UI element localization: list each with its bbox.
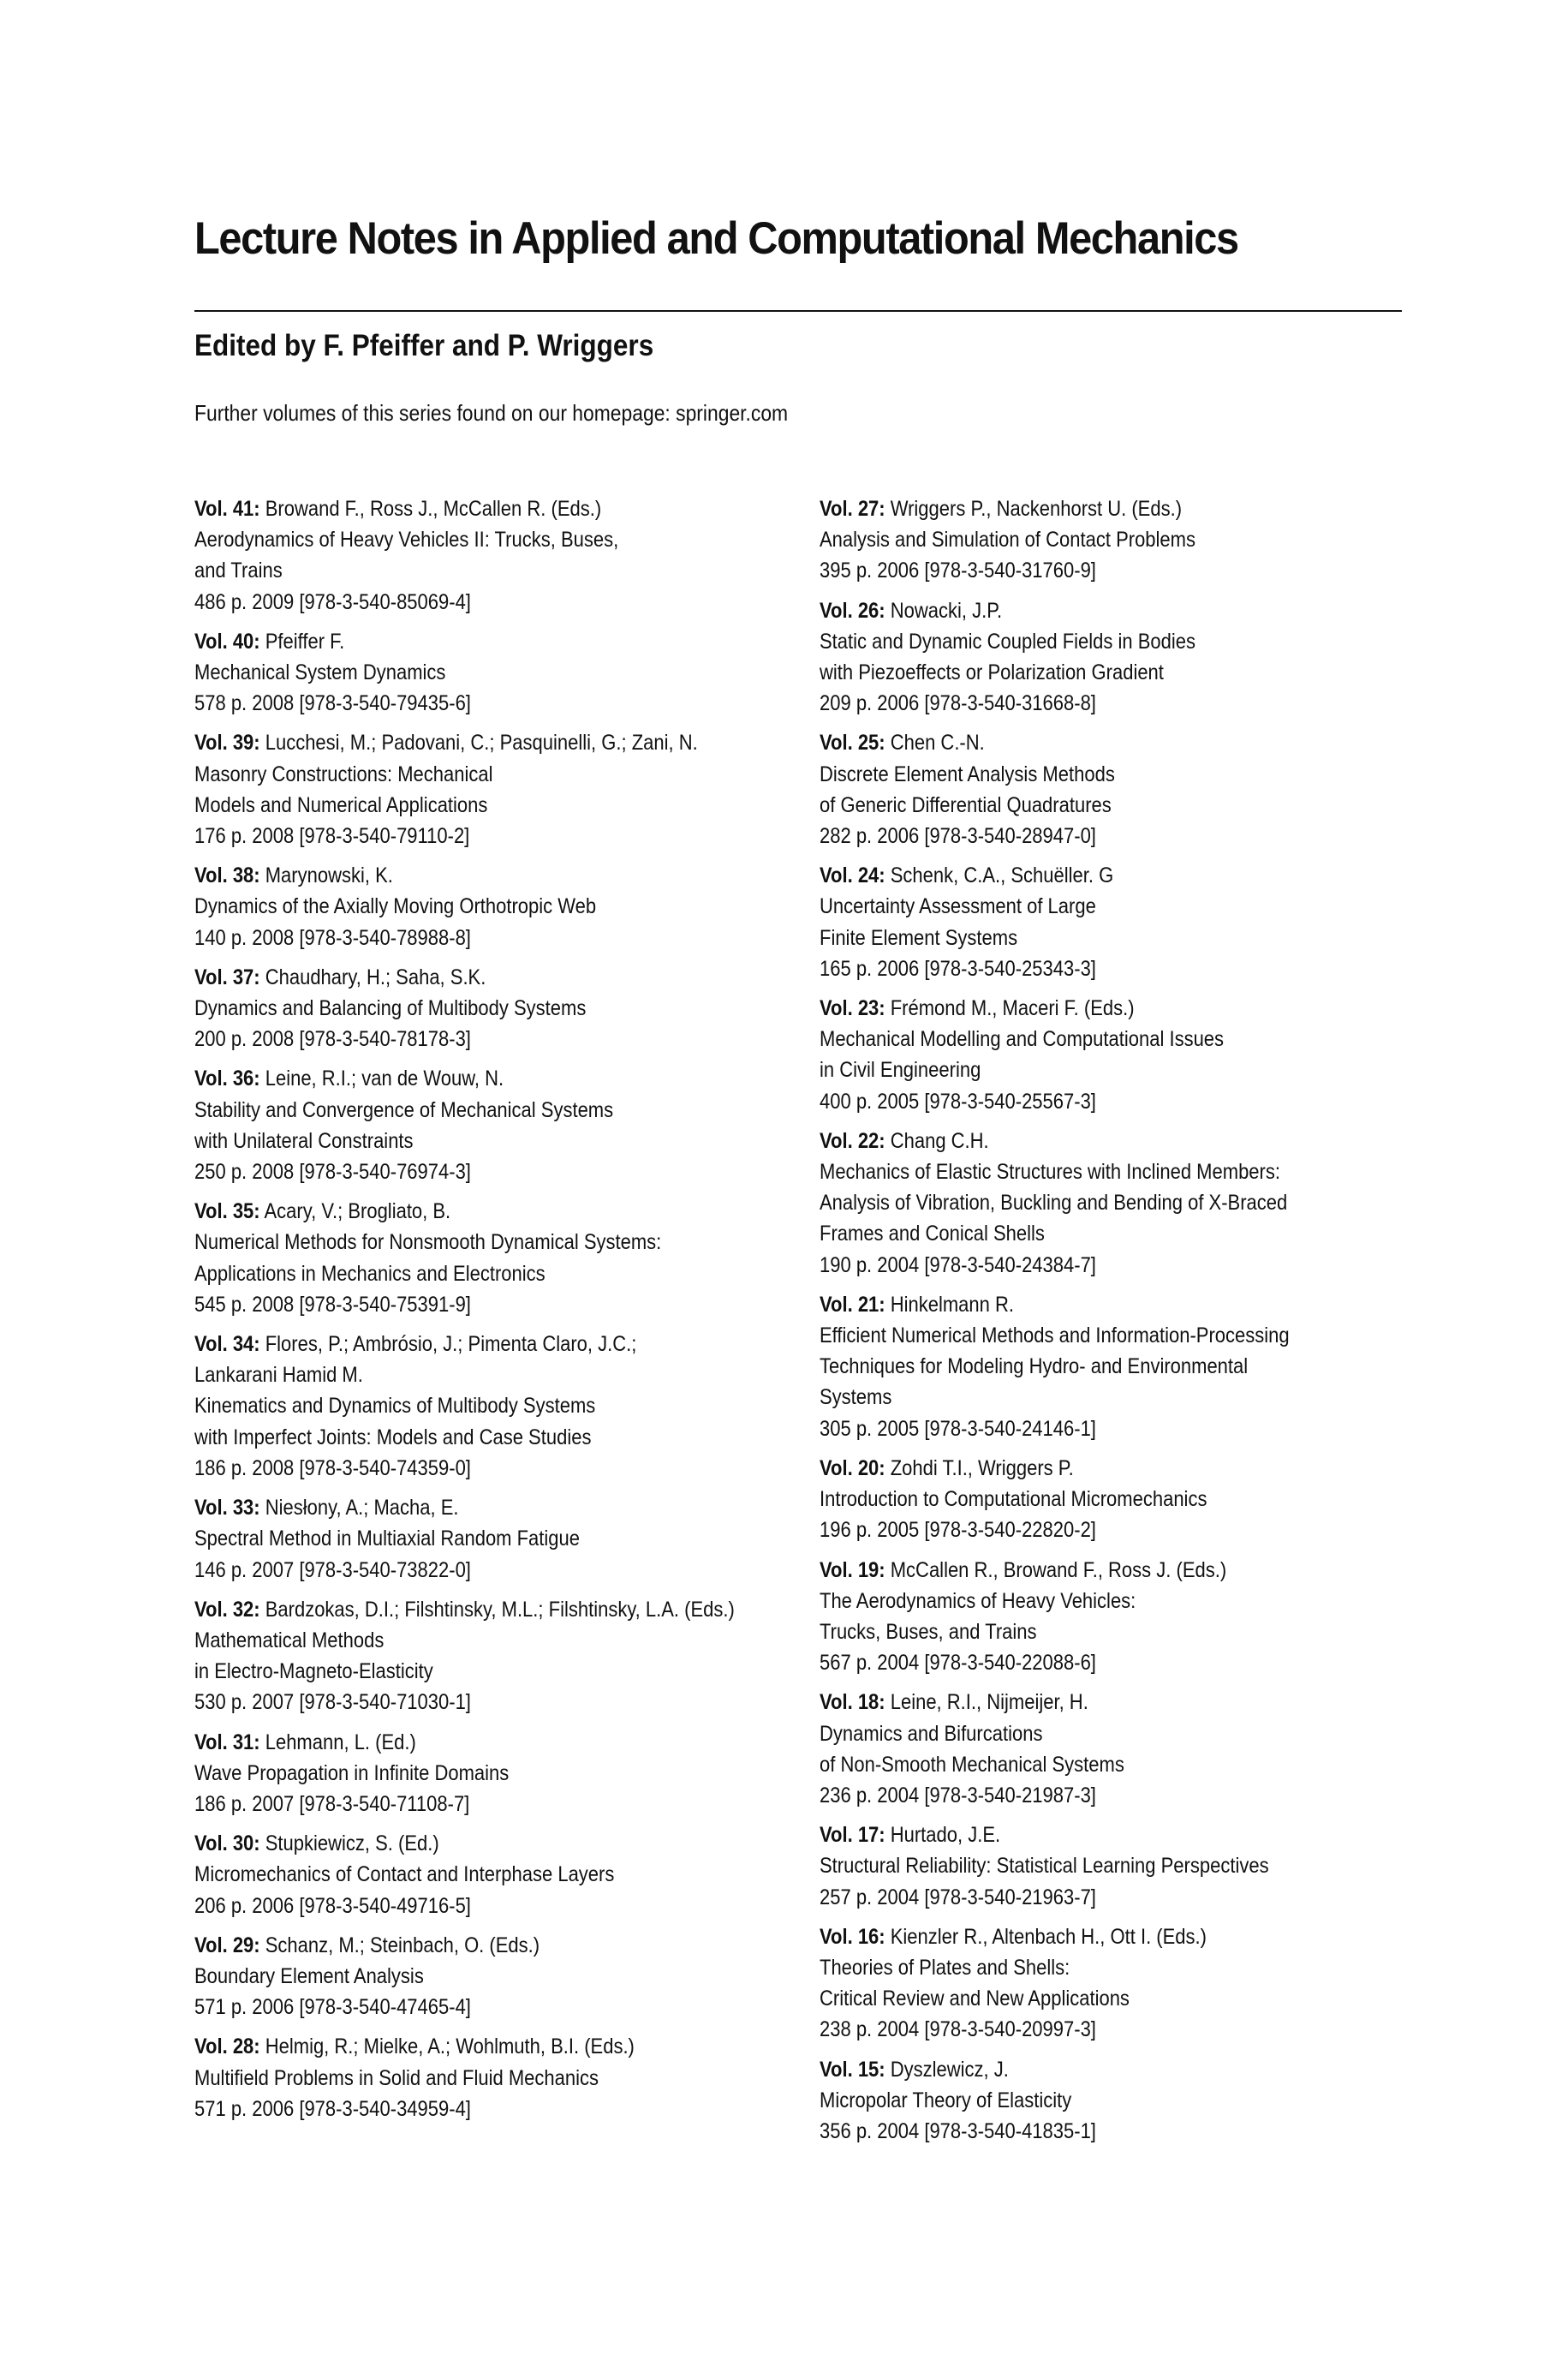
- volume-detail-line: The Aerodynamics of Heavy Vehicles:: [820, 1588, 1136, 1613]
- volume-detail-line: Analysis and Simulation of Contact Problems: [820, 528, 1195, 553]
- volume-number: Vol. 28:: [194, 2034, 260, 2059]
- volume-authors: Hurtado, J.E.: [885, 1823, 1001, 1848]
- volume-authors: Zohdi T.I., Wriggers P.: [885, 1455, 1074, 1480]
- volume-detail-line: in Civil Engineering: [820, 1058, 981, 1083]
- volume-detail-line: Aerodynamics of Heavy Vehicles II: Trucks, Buses,: [194, 528, 619, 553]
- volume-detail-line: Uncertainty Assessment of Large: [820, 894, 1096, 919]
- volume-heading: [194, 1828, 737, 1859]
- volume-authors: Flores, P.; Ambrósio, J.; Pimenta Claro, J.C.;: [259, 1332, 637, 1357]
- volume-entry: [194, 1727, 737, 1820]
- volume-authors: Schanz, M.; Steinbach, O. (Eds.): [259, 1933, 540, 1957]
- volume-heading: [820, 595, 1362, 626]
- volume-detail-line: 176 p. 2008 [978-3-540-79110-2]: [194, 824, 470, 849]
- volume-entry: [820, 1555, 1362, 1679]
- volume-entry: [194, 493, 737, 618]
- volume-number: Vol. 26:: [820, 598, 885, 623]
- volume-detail-line: Dynamics and Bifurcations: [820, 1721, 1043, 1746]
- volume-detail-line: in Electro-Magneto-Elasticity: [194, 1659, 433, 1684]
- volume-detail-line: Micropolar Theory of Elasticity: [820, 2088, 1072, 2112]
- volume-detail-line: 190 p. 2004 [978-3-540-24384-7]: [820, 1252, 1096, 1277]
- volume-detail-line: Mathematical Methods: [194, 1628, 385, 1652]
- volume-authors: Hinkelmann R.: [885, 1292, 1015, 1317]
- volume-number: Vol. 21:: [820, 1292, 885, 1317]
- volume-entry: [194, 727, 737, 851]
- volume-detail-line: Frames and Conical Shells: [820, 1222, 1045, 1246]
- volume-entry: [194, 1828, 737, 1921]
- volume-entry: [820, 2054, 1362, 2148]
- volume-number: Vol. 30:: [194, 1831, 260, 1856]
- volume-heading: [194, 493, 737, 524]
- volume-number: Vol. 37:: [194, 965, 260, 989]
- volume-detail-line: Structural Reliability: Statistical Learning Perspectives: [820, 1854, 1269, 1879]
- volume-entry: [194, 1594, 737, 1718]
- volume-detail-line: Multifield Problems in Solid and Fluid Mechanics: [194, 2065, 599, 2090]
- volume-number: Vol. 24:: [820, 863, 885, 888]
- volume-heading: [194, 1594, 737, 1625]
- volume-detail-line: Dynamics and Balancing of Multibody Systems: [194, 996, 587, 1021]
- volume-detail-line: Models and Numerical Applications: [194, 792, 488, 817]
- volume-heading: [820, 860, 1362, 891]
- volume-detail-line: 578 p. 2008 [978-3-540-79435-6]: [194, 691, 471, 716]
- volume-detail-line: 571 p. 2006 [978-3-540-34959-4]: [194, 2096, 471, 2121]
- volume-number: Vol. 40:: [194, 629, 260, 654]
- volume-detail-line: Masonry Constructions: Mechanical: [194, 762, 493, 786]
- volume-authors: Acary, V.; Brogliato, B.: [259, 1199, 451, 1224]
- volume-entry: [820, 860, 1362, 984]
- volume-detail-line: 200 p. 2008 [978-3-540-78178-3]: [194, 1027, 471, 1052]
- volume-detail-line: 238 p. 2004 [978-3-540-20997-3]: [820, 2017, 1096, 2042]
- volume-entry: [820, 493, 1362, 587]
- volume-entry: [194, 1930, 737, 2023]
- volume-authors: McCallen R., Browand F., Ross J. (Eds.): [885, 1557, 1227, 1582]
- volume-detail-line: Mechanical System Dynamics: [194, 660, 446, 685]
- volume-detail-line: Boundary Element Analysis: [194, 1963, 424, 1988]
- volume-heading: [820, 493, 1362, 524]
- volume-authors: Browand F., Ross J., McCallen R. (Eds.): [259, 497, 602, 521]
- right-volume-column: [820, 493, 1436, 2155]
- volume-authors: Leine, R.I.; van de Wouw, N.: [259, 1067, 504, 1091]
- volume-authors: Lehmann, L. (Ed.): [259, 1730, 416, 1754]
- volume-entry: [194, 2031, 737, 2124]
- volume-entry: [820, 595, 1362, 720]
- volume-heading: [820, 1819, 1362, 1850]
- volume-number: Vol. 35:: [194, 1199, 260, 1224]
- volume-entry: [820, 1687, 1362, 1811]
- volume-authors: Bardzokas, D.I.; Filshtinsky, M.L.; Filshtinsky, L.A. (Eds.): [259, 1597, 735, 1622]
- volume-detail-line: 186 p. 2008 [978-3-540-74359-0]: [194, 1455, 471, 1480]
- volume-entry: [194, 962, 737, 1055]
- volume-detail-line: 146 p. 2007 [978-3-540-73822-0]: [194, 1557, 471, 1582]
- volume-authors: Dyszlewicz, J.: [885, 2057, 1009, 2082]
- volume-entry: [194, 626, 737, 720]
- volume-detail-line: Static and Dynamic Coupled Fields in Bodies: [820, 629, 1196, 654]
- volume-detail-line: Stability and Convergence of Mechanical Systems: [194, 1097, 614, 1122]
- volume-detail-line: 257 p. 2004 [978-3-540-21963-7]: [820, 1885, 1096, 1909]
- volume-detail-line: 236 p. 2004 [978-3-540-21987-3]: [820, 1783, 1096, 1807]
- volume-number: Vol. 22:: [820, 1128, 885, 1153]
- volume-detail-line: 356 p. 2004 [978-3-540-41835-1]: [820, 2118, 1096, 2143]
- volume-detail-line: 395 p. 2006 [978-3-540-31760-9]: [820, 559, 1096, 583]
- volume-heading: [194, 1329, 737, 1359]
- volume-detail-line: 305 p. 2005 [978-3-540-24146-1]: [820, 1416, 1096, 1441]
- volume-detail-line: Theories of Plates and Shells:: [820, 1955, 1070, 1980]
- volume-heading: [820, 1921, 1362, 1952]
- volume-detail-line: and Trains: [194, 559, 283, 583]
- volume-detail-line: 545 p. 2008 [978-3-540-75391-9]: [194, 1292, 471, 1317]
- volume-authors: Marynowski, K.: [259, 863, 393, 888]
- volume-authors: Helmig, R.; Mielke, A.; Wohlmuth, B.I. (Eds.): [259, 2034, 635, 2059]
- volume-detail-line: Spectral Method in Multiaxial Random Fatigue: [194, 1527, 581, 1551]
- volume-number: Vol. 31:: [194, 1730, 260, 1754]
- volume-heading: [820, 993, 1362, 1024]
- volume-authors: Leine, R.I., Nijmeijer, H.: [885, 1690, 1088, 1715]
- editors-line: Edited by F. Pfeiffer and P. Wriggers: [194, 329, 654, 362]
- volume-number: Vol. 20:: [820, 1455, 885, 1480]
- volume-number: Vol. 19:: [820, 1557, 885, 1582]
- volume-authors: Wriggers P., Nackenhorst U. (Eds.): [885, 497, 1183, 521]
- volume-detail-line: 486 p. 2009 [978-3-540-85069-4]: [194, 589, 471, 614]
- volume-number: Vol. 34:: [194, 1332, 260, 1357]
- volume-entry: [194, 1196, 737, 1320]
- volume-heading: [194, 1196, 737, 1227]
- volume-authors: Frémond M., Maceri F. (Eds.): [885, 996, 1135, 1021]
- volume-detail-line: Applications in Mechanics and Electronics: [194, 1261, 546, 1286]
- volume-heading: [194, 860, 737, 891]
- volume-entry: [820, 1819, 1362, 1913]
- volume-entry: [820, 1289, 1362, 1444]
- volume-number: Vol. 39:: [194, 731, 260, 756]
- volume-entry: [820, 727, 1362, 851]
- volume-heading: [194, 1492, 737, 1523]
- volume-detail-line: Techniques for Modeling Hydro- and Environmental: [820, 1354, 1249, 1379]
- volume-number: Vol. 41:: [194, 497, 260, 521]
- volume-number: Vol. 17:: [820, 1823, 885, 1848]
- volume-detail-line: of Non-Smooth Mechanical Systems: [820, 1752, 1124, 1777]
- volume-number: Vol. 23:: [820, 996, 885, 1021]
- volume-heading: [820, 1687, 1362, 1718]
- volume-entry: [194, 860, 737, 953]
- volume-detail-line: Numerical Methods for Nonsmooth Dynamical Systems:: [194, 1230, 662, 1255]
- volume-number: Vol. 25:: [820, 731, 885, 756]
- volume-number: Vol. 36:: [194, 1067, 260, 1091]
- volume-number: Vol. 29:: [194, 1933, 260, 1957]
- volume-detail-line: 140 p. 2008 [978-3-540-78988-8]: [194, 925, 471, 950]
- volume-entry: [820, 1126, 1362, 1281]
- volume-detail-line: Trucks, Buses, and Trains: [820, 1619, 1037, 1644]
- volume-authors: Pfeiffer F.: [259, 629, 345, 654]
- volume-heading: [194, 626, 737, 657]
- volume-heading: [194, 1930, 737, 1961]
- volume-entry: [194, 1329, 737, 1484]
- volume-detail-line: 209 p. 2006 [978-3-540-31668-8]: [820, 691, 1096, 716]
- volume-detail-line: 400 p. 2005 [978-3-540-25567-3]: [820, 1089, 1096, 1114]
- volume-detail-line: Mechanics of Elastic Structures with Inclined Members:: [820, 1160, 1280, 1185]
- volume-detail-line: 250 p. 2008 [978-3-540-76974-3]: [194, 1160, 471, 1185]
- volume-detail-line: Introduction to Computational Micromechanics: [820, 1487, 1207, 1512]
- volume-detail-line: Mechanical Modelling and Computational Issues: [820, 1027, 1225, 1052]
- volume-authors: Stupkiewicz, S. (Ed.): [259, 1831, 439, 1856]
- left-volume-column: [194, 493, 811, 2133]
- volume-detail-line: Micromechanics of Contact and Interphase Layers: [194, 1862, 615, 1887]
- homepage-note: Further volumes of this series found on our homepage: springer.com: [194, 400, 789, 426]
- volume-entry: [194, 1492, 737, 1586]
- volume-number: Vol. 32:: [194, 1597, 260, 1622]
- volume-number: Vol. 38:: [194, 863, 260, 888]
- volume-detail-line: Discrete Element Analysis Methods: [820, 762, 1115, 786]
- volume-detail-line: Critical Review and New Applications: [820, 1987, 1130, 2011]
- volume-heading: [194, 1727, 737, 1758]
- volume-detail-line: 530 p. 2007 [978-3-540-71030-1]: [194, 1690, 471, 1715]
- volume-detail-line: Dynamics of the Axially Moving Orthotropic Web: [194, 894, 597, 919]
- volume-detail-line: 165 p. 2006 [978-3-540-25343-3]: [820, 956, 1096, 981]
- volume-heading: [194, 1063, 737, 1094]
- volume-authors: Lucchesi, M.; Padovani, C.; Pasquinelli, G.; Zani, N.: [259, 731, 698, 756]
- volume-number: Vol. 18:: [820, 1690, 885, 1715]
- volume-heading: [194, 962, 737, 993]
- volume-detail-line: 567 p. 2004 [978-3-540-22088-6]: [820, 1651, 1096, 1676]
- volume-detail-line: with Imperfect Joints: Models and Case Studies: [194, 1425, 592, 1449]
- volume-detail-line: Kinematics and Dynamics of Multibody Systems: [194, 1394, 596, 1419]
- volume-number: Vol. 16:: [820, 1924, 885, 1949]
- volume-detail-line: Efficient Numerical Methods and Information-Processing: [820, 1323, 1290, 1348]
- volume-authors: Chen C.-N.: [885, 731, 985, 756]
- volume-detail-line: 196 p. 2005 [978-3-540-22820-2]: [820, 1518, 1096, 1543]
- volume-entry: [820, 1921, 1362, 2046]
- volume-detail-line: 571 p. 2006 [978-3-540-47465-4]: [194, 1995, 471, 2020]
- volume-detail-line: Lankarani Hamid M.: [194, 1363, 363, 1388]
- volume-authors: Nowacki, J.P.: [885, 598, 1003, 623]
- volume-entry: [820, 1453, 1362, 1546]
- volume-entry: [194, 1063, 737, 1187]
- volume-detail-line: of Generic Differential Quadratures: [820, 792, 1112, 817]
- volume-detail-line: with Unilateral Constraints: [194, 1128, 414, 1153]
- volume-detail-line: 186 p. 2007 [978-3-540-71108-7]: [194, 1791, 470, 1816]
- volume-authors: Schenk, C.A., Schuëller. G: [885, 863, 1114, 888]
- volume-detail-line: 282 p. 2006 [978-3-540-28947-0]: [820, 824, 1096, 849]
- volume-heading: [194, 727, 737, 758]
- volume-number: Vol. 15:: [820, 2057, 885, 2082]
- volume-heading: [820, 2054, 1362, 2085]
- volume-detail-line: Finite Element Systems: [820, 925, 1018, 950]
- volume-authors: Chaudhary, H.; Saha, S.K.: [259, 965, 486, 989]
- volume-detail-line: 206 p. 2006 [978-3-540-49716-5]: [194, 1893, 471, 1918]
- volume-number: Vol. 27:: [820, 497, 885, 521]
- series-title: Lecture Notes in Applied and Computational Mechanics: [194, 213, 1238, 264]
- volume-detail-line: with Piezoeffects or Polarization Gradient: [820, 660, 1164, 685]
- volume-entry: [820, 993, 1362, 1117]
- volume-detail-line: Systems: [820, 1385, 892, 1410]
- volume-heading: [820, 1126, 1362, 1156]
- volume-heading: [820, 727, 1362, 758]
- volume-detail-line: Wave Propagation in Infinite Domains: [194, 1760, 510, 1785]
- volume-detail-line: Analysis of Vibration, Buckling and Bending of X-Braced: [820, 1191, 1288, 1216]
- volume-authors: Chang C.H.: [885, 1128, 989, 1153]
- volume-number: Vol. 33:: [194, 1496, 260, 1521]
- volume-heading: [820, 1453, 1362, 1484]
- volume-heading: [194, 2031, 737, 2062]
- volume-heading: [820, 1289, 1362, 1320]
- title-rule: [194, 310, 1402, 312]
- volume-heading: [820, 1555, 1362, 1586]
- volume-authors: Niesłony, A.; Macha, E.: [259, 1496, 459, 1521]
- volume-authors: Kienzler R., Altenbach H., Ott I. (Eds.): [885, 1924, 1207, 1949]
